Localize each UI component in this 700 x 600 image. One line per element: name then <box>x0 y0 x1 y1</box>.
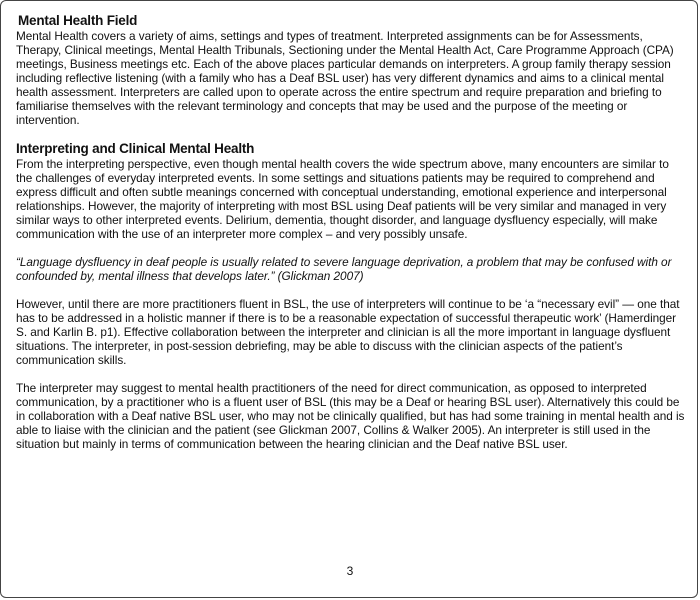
paragraph-mental-health-field: Mental Health covers a variety of aims, settings and types of treatment. Interpreted assignments can be for Assessments, Therapy, Clinical meetings, Mental Health Tribunals, Sectioning under the Mental Health Act, Care Programme Approach (CPA) meetings, Business meetings etc. Each of the above places particular demands on interpreters. A group family therapy session including reflective listening (with a family who has a Deaf BSL user) has very different dynamics and aims to a clinical mental health assessment. Interpreters are called upon to operate across the entire spectrum and require preparation and briefing to familiarise themselves with the relevant terminology and concepts that may be used and the purpose of the meeting or intervention. <box>16 29 674 127</box>
spacer <box>16 127 688 141</box>
spacer <box>16 367 688 381</box>
document-body <box>16 13 688 451</box>
quote-glickman: “Language dysfluency in deaf people is usually related to severe language deprivation, a problem that may be confused with or confounded by, mental illness that develops later.” (Glickman 2007) <box>16 255 672 283</box>
section-heading-mental-health-field: Mental Health Field <box>18 13 138 28</box>
paragraph-necessary-evil: However, until there are more practitioners fluent in BSL, the use of interpreters will continue to be ‘a “necessary evil” — one that has to be addressed in a holistic manner if there is to be a reasonable expectation of successful therapeutic work’ (Hamerdinger S. and Karlin B. p1). Effective collaboration between the interpreter and clinician is all the more important in language dysfluent situations. The interpreter, in post-session debriefing, may be able to discuss with the clinician aspects of the patient’s communication skills. <box>16 297 680 367</box>
page-number: 3 <box>346 564 354 578</box>
spacer <box>16 241 688 255</box>
spacer <box>16 283 688 297</box>
paragraph-direct-communication: The interpreter may suggest to mental health practitioners of the need for direct communication, as opposed to interpreted communication, by a practitioner who is a fluent user of BSL (this may be a Deaf or hearing BSL user). Alternatively this could be in collaboration with a Deaf native BSL user, who may not be clinically qualified, but has had some training in mental health and is able to liaise with the clinician and the patient (see Glickman 2007, Collins & Walker 2005). An interpreter is still used in the situation but mainly in terms of communication between the hearing clinician and the Deaf native BSL user. <box>16 381 685 451</box>
section-heading-interpreting-clinical: Interpreting and Clinical Mental Health <box>16 141 255 156</box>
paragraph-interpreting-perspective: From the interpreting perspective, even though mental health covers the wide spectrum above, many encounters are similar to the challenges of everyday interpreted events. In some settings and situations patients may be required to comprehend and express difficult and often subtle meanings concerned with conceptual understanding, emotional experience and interpersonal relationships. However, the majority of interpreting with most BSL using Deaf patients will be very similar and managed in very similar ways to other interpreted events. Delirium, dementia, thought disorder, and language dysfluency especially, will make communication with the use of an interpreter more complex – and very possibly unsafe. <box>16 157 669 241</box>
